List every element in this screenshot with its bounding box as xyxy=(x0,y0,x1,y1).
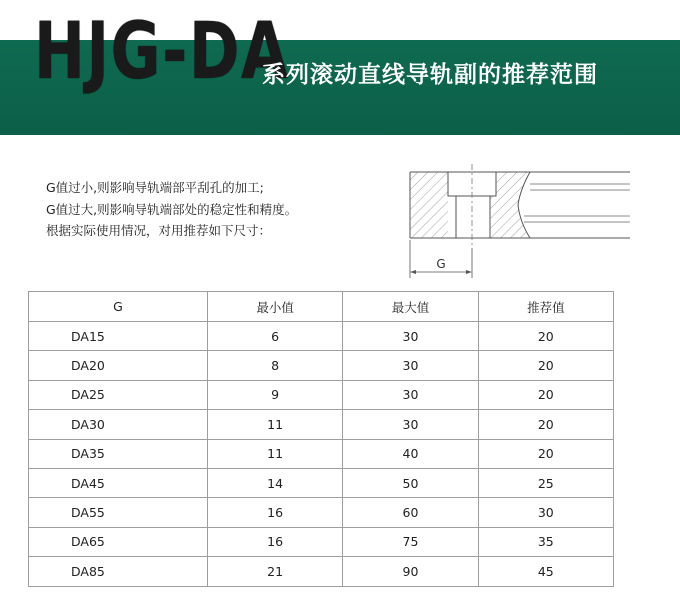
column-header: 推荐值 xyxy=(478,292,613,322)
notes-block xyxy=(46,177,297,242)
table-row xyxy=(29,351,614,380)
min-cell: 6 xyxy=(207,322,342,351)
note-line: 根据实际使用情况，对用推荐如下尺寸： xyxy=(46,223,272,238)
min-cell: 21 xyxy=(207,557,342,586)
model-cell: DA65 xyxy=(29,527,208,556)
note-line: G值过大,则影响导轨端部处的稳定性和精度。 xyxy=(46,201,298,217)
table-row xyxy=(29,557,614,586)
max-cell: 40 xyxy=(343,439,478,468)
recommended-cell: 20 xyxy=(478,351,613,380)
table-row xyxy=(29,380,614,409)
recommended-cell: 45 xyxy=(478,557,613,586)
max-cell: 30 xyxy=(343,322,478,351)
recommended-cell: 20 xyxy=(478,439,613,468)
recommended-cell: 20 xyxy=(478,410,613,439)
min-cell: 16 xyxy=(207,498,342,527)
recommended-cell: 35 xyxy=(478,527,613,556)
page-subtitle: 系列滚动直线导轨副的推荐范围 xyxy=(262,62,598,88)
recommended-cell: 20 xyxy=(478,380,613,409)
column-header: G xyxy=(29,292,208,322)
header-banner xyxy=(0,0,680,135)
max-cell: 30 xyxy=(343,351,478,380)
min-cell: 14 xyxy=(207,468,342,497)
column-header: 最大值 xyxy=(343,292,478,322)
model-cell: DA45 xyxy=(29,468,208,497)
min-cell: 8 xyxy=(207,351,342,380)
column-header: 最小值 xyxy=(207,292,342,322)
max-cell: 30 xyxy=(343,410,478,439)
table-row xyxy=(29,498,614,527)
min-cell: 11 xyxy=(207,410,342,439)
model-cell: DA55 xyxy=(29,498,208,527)
max-cell: 60 xyxy=(343,498,478,527)
min-cell: 9 xyxy=(207,380,342,409)
model-cell: DA25 xyxy=(29,380,208,409)
max-cell: 30 xyxy=(343,380,478,409)
model-cell: DA35 xyxy=(29,439,208,468)
dimension-label: G xyxy=(436,257,446,271)
table-row xyxy=(29,468,614,497)
model-cell: DA15 xyxy=(29,322,208,351)
table-row xyxy=(29,322,614,351)
recommended-range-table xyxy=(28,291,614,587)
table-header-row xyxy=(29,292,614,322)
recommended-cell: 25 xyxy=(478,468,613,497)
model-cell: DA30 xyxy=(29,410,208,439)
model-cell: DA20 xyxy=(29,351,208,380)
table-row xyxy=(29,527,614,556)
model-title: HJG-DA xyxy=(34,7,290,97)
note-line: G值过小,则影响导轨端部平刮孔的加工; xyxy=(46,180,264,195)
max-cell: 50 xyxy=(343,468,478,497)
min-cell: 16 xyxy=(207,527,342,556)
min-cell: 11 xyxy=(207,439,342,468)
recommended-cell: 30 xyxy=(478,498,613,527)
model-cell: DA85 xyxy=(29,557,208,586)
rail-cross-section-diagram xyxy=(400,160,632,280)
max-cell: 75 xyxy=(343,527,478,556)
table-row xyxy=(29,410,614,439)
recommended-cell: 20 xyxy=(478,322,613,351)
table-row xyxy=(29,439,614,468)
max-cell: 90 xyxy=(343,557,478,586)
